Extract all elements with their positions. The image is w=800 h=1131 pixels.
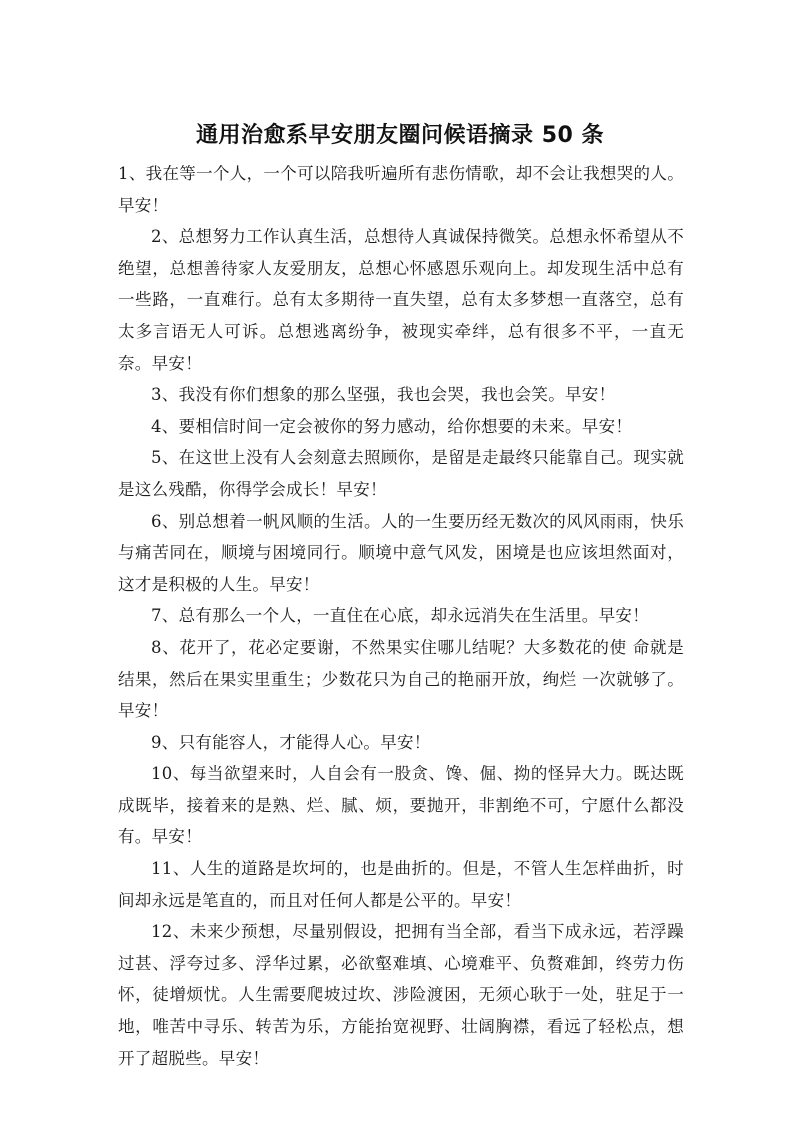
paragraph-7: 7、总有那么一个人，一直住在心底，却永远消失在生活里。早安！ xyxy=(151,606,649,626)
paragraph-9: 9、只有能容人，才能得人心。早安！ xyxy=(151,732,431,752)
paragraph-3: 3、我没有你们想象的那么坚强，我也会哭，我也会笑。早安！ xyxy=(151,385,616,405)
paragraph-2: 2、总想努力工作认真生活，总想待人真诚保持微笑。总想永怀希望从不绝望，总想善待家人友爱朋友，总想心怀感恩乐观向上。却发现生活中总有一些路，一直难行。总有太多期待一直失望，总有太多梦想一直落空，总有太多言语无人可诉。总想逃离纷争，被现实牵绊，总有很多不平，一直无奈。早安！ xyxy=(118,227,684,373)
paragraph-1: 1、我在等一个人，一个可以陪我听遍所有悲伤情歌，却不会让我想哭的人。早安！ xyxy=(118,164,684,215)
paragraph-10: 10、每当欲望来时，人自会有一股贪、馋、倔、拗的怪异大力。既达既成既毕，接着来的是熟、烂、腻、烦，要抛开，非割绝不可，宁愿什么都没有。早安！ xyxy=(118,764,684,847)
document-title: 通用治愈系早安朋友圈问候语摘录 50 条 xyxy=(196,123,604,148)
paragraph-11: 11、人生的道路是坎坷的，也是曲折的。但是，不管人生怎样曲折，时间却永远是笔直的，而且对任何人都是公平的。早安！ xyxy=(118,859,684,910)
paragraph-12: 12、未来少预想，尽量别假设，把拥有当全部，看当下成永远，若浮躁过甚、浮夸过多、浮华过累，必欲壑难填、心境难平、负赘难卸，终劳力伤怀，徒增烦忧。人生需要爬坡过坎、涉险渡困，无须心耿于一处，驻足于一地，唯苦中寻乐、转苦为乐，方能抬宽视野、壮阔胸襟，看远了轻松点，想开了超脱些。早安！ xyxy=(118,922,684,1068)
paragraph-8: 8、花开了，花必定要谢，不然果实住哪儿结呢？大多数花的使 命就是结果，然后在果实里重生；少数花只为自己的艳丽开放，绚烂 一次就够了。早安！ xyxy=(118,637,684,721)
paragraph-6: 6、别总想着一帆风顺的生活。人的一生要历经无数次的风风雨雨，快乐与痛苦同在，顺境与困境同行。顺境中意气风发，困境是也应该坦然面对，这才是积极的人生。早安！ xyxy=(118,511,684,594)
paragraph-5: 5、在这世上没有人会刻意去照顾你，是留是走最终只能靠自己。现实就是这么残酷，你得学会成长！早安！ xyxy=(118,448,684,499)
document-body xyxy=(118,158,684,1074)
paragraph-4: 4、要相信时间一定会被你的努力感动，给你想要的未来。早安！ xyxy=(151,416,633,436)
